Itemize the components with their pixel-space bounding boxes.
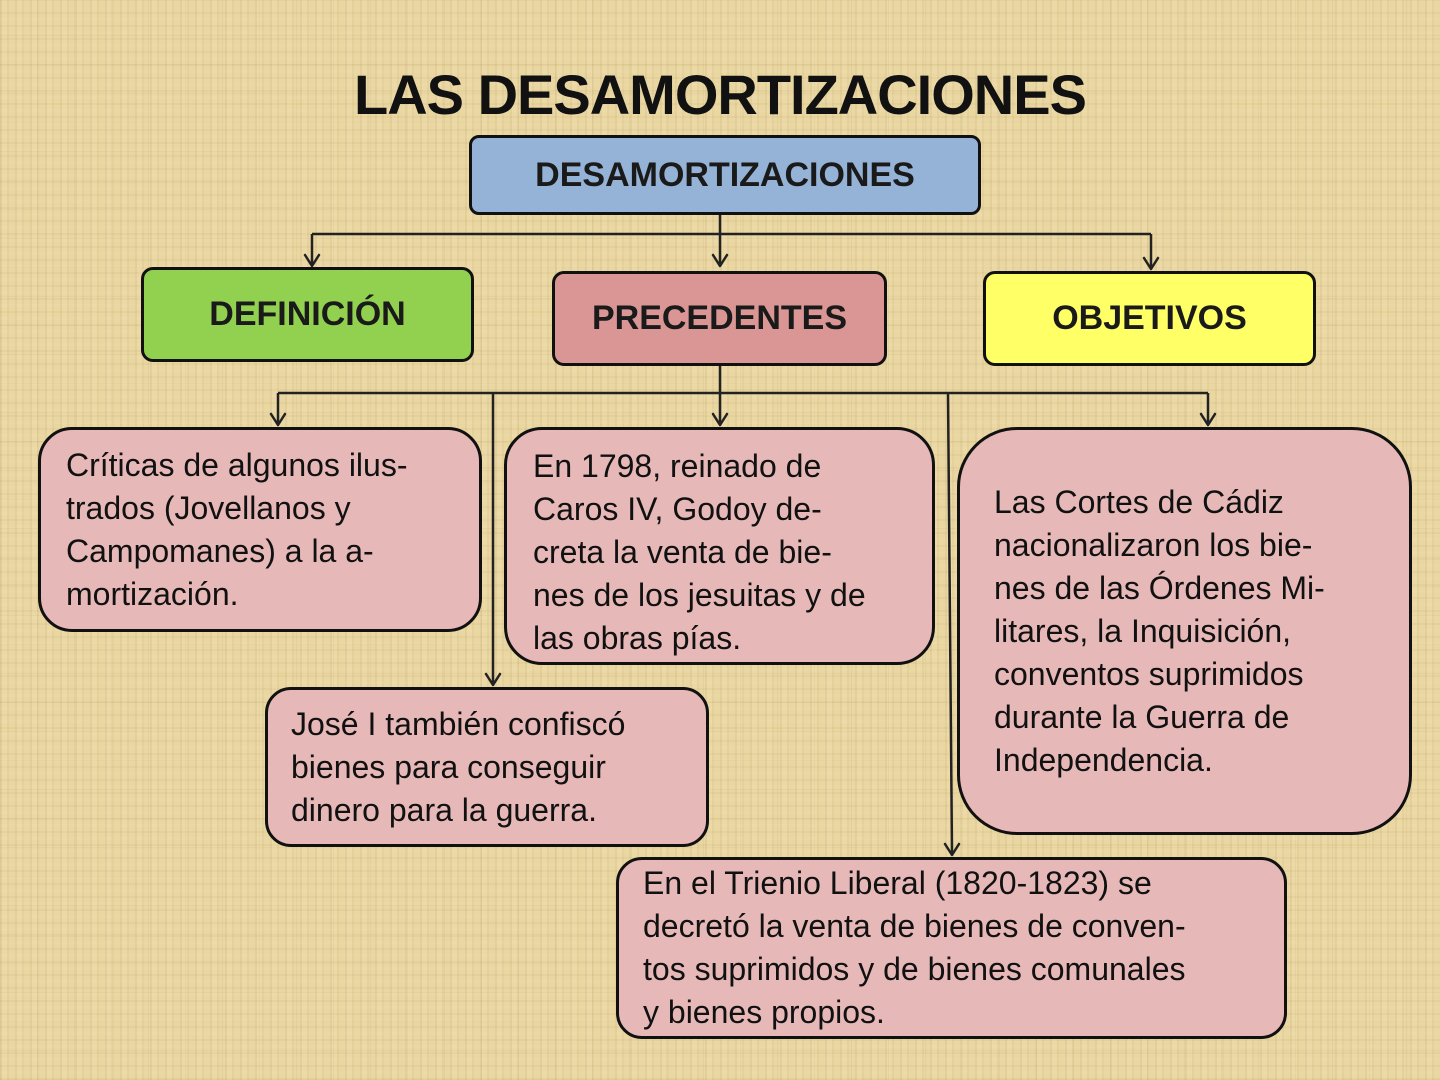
node-desamortizaciones	[469, 135, 981, 215]
box-godoy-1798-text: En 1798, reinado de Caros IV, Godoy de- creta la venta de bie- nes de los jesuitas y de las obras pías.	[533, 448, 866, 656]
box-trienio-liberal-text: En el Trienio Liberal (1820-1823) se decretó la venta de bienes de conven- tos suprimidos y de bienes comunales y bienes propios.	[643, 865, 1186, 1030]
node-objetivos	[983, 271, 1316, 366]
box-criticas-ilustrados	[38, 427, 482, 632]
node-precedentes-label: PRECEDENTES	[591, 299, 848, 337]
box-jose-i	[265, 687, 709, 847]
node-definicion	[141, 267, 474, 362]
box-cortes-cadiz-text: Las Cortes de Cádiz nacionalizaron los bie- nes de las Órdenes Mi- litares, la Inquisición, conventos suprimidos durante la Guerra de Independencia.	[994, 483, 1325, 778]
page-title: LAS DESAMORTIZACIONES	[354, 63, 1086, 126]
box-cortes-cadiz	[957, 427, 1412, 835]
node-definicion-label: DEFINICIÓN	[209, 295, 406, 333]
box-trienio-liberal	[616, 857, 1287, 1039]
box-godoy-1798	[504, 427, 935, 665]
node-precedentes	[552, 271, 887, 366]
node-objetivos-label: OBJETIVOS	[1052, 299, 1247, 337]
node-desamortizaciones-label: DESAMORTIZACIONES	[535, 155, 915, 194]
box-criticas-ilustrados-text: Críticas de algunos ilus- trados (Jovellanos y Campomanes) a la a- mortización.	[66, 446, 408, 612]
connector-to-trienio	[948, 393, 952, 854]
box-jose-i-text: José I también confiscó bienes para conseguir dinero para la guerra.	[291, 705, 626, 828]
